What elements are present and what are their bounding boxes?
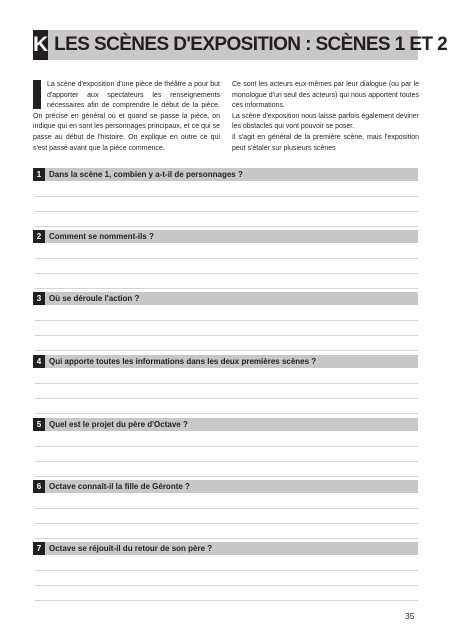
intro-right-paragraph-2: La scène d'exposition nous laisse parfois également deviner les obstacles qui vont pouvoir se poser. (232, 112, 419, 131)
question-number: 1 (33, 168, 45, 181)
answer-line[interactable] (35, 523, 418, 524)
question-bar (33, 292, 418, 305)
section-letter: K (33, 30, 48, 60)
answer-line[interactable] (35, 226, 418, 227)
question-block (33, 480, 418, 539)
answer-line[interactable] (35, 538, 418, 539)
question-text: Octave connaît-il la fille de Géronte ? (49, 482, 190, 491)
answer-line[interactable] (35, 258, 418, 259)
question-text: Qui apporte toutes les informations dans les deux premières scènes ? (49, 357, 317, 366)
question-text: Quel est le projet du père d'Octave ? (49, 420, 188, 429)
answer-line[interactable] (35, 461, 418, 462)
answer-line[interactable] (35, 398, 418, 399)
question-bar (33, 230, 418, 243)
question-block (33, 292, 418, 351)
section-title: LES SCÈNES D'EXPOSITION : SCÈNES 1 ET 2 (54, 34, 448, 55)
intro-right-paragraph-1: Ce sont les acteurs eux-mêmes par leur dialogue (ou par le monologue d'un seul des acteurs) qui nous apportent toutes ces informations. (232, 81, 419, 110)
question-bar (33, 542, 418, 555)
answer-line[interactable] (35, 273, 418, 274)
answer-line[interactable] (35, 585, 418, 586)
answer-line[interactable] (35, 320, 418, 321)
answer-line[interactable] (35, 350, 418, 351)
question-number: 5 (33, 418, 45, 431)
question-bar (33, 168, 418, 181)
answer-line[interactable] (35, 383, 418, 384)
page-number: 35 (405, 611, 415, 621)
answer-line[interactable] (35, 335, 418, 336)
question-number: 6 (33, 480, 45, 493)
question-number: 2 (33, 230, 45, 243)
intro-left-paragraph: La scène d'exposition d'une pièce de théâtre a pour but d'apporter aux spectateurs les renseignements nécessaires afin de comprendre le début de la pièce. On précise en général où et quand se passe la pièce, on indique qui en sont les personnages principaux, et ce qui se passe au début de l'histoire. On explique en outre ce qui s'est passé avant que la pièce commence. (33, 81, 220, 152)
question-text: Où se déroule l'action ? (49, 294, 140, 303)
question-block (33, 168, 418, 227)
question-number: 3 (33, 292, 45, 305)
answer-line[interactable] (35, 600, 418, 601)
question-block (33, 230, 418, 289)
section-header (33, 30, 448, 60)
question-number: 4 (33, 355, 45, 368)
question-block (33, 418, 418, 477)
question-bar (33, 355, 418, 368)
question-bar (33, 418, 418, 431)
answer-line[interactable] (35, 508, 418, 509)
question-block (33, 542, 418, 601)
intro-right-column (232, 80, 419, 154)
answer-line[interactable] (35, 288, 418, 289)
question-bar (33, 480, 418, 493)
answer-line[interactable] (35, 413, 418, 414)
dropcap-bar (33, 80, 41, 109)
answer-line[interactable] (35, 196, 418, 197)
intro-right-paragraph-3: Il s'agit en général de la première scène, mais l'exposition peut s'étaler sur plusieurs scènes (232, 133, 419, 152)
question-text: Comment se nomment-ils ? (49, 232, 154, 241)
answer-line[interactable] (35, 446, 418, 447)
question-block (33, 355, 418, 414)
answer-line[interactable] (35, 570, 418, 571)
question-text: Dans la scène 1, combien y a-t-il de personnages ? (49, 170, 243, 179)
answer-line[interactable] (35, 211, 418, 212)
intro-left-column (33, 80, 220, 154)
question-text: Octave se réjouit-il du retour de son père ? (49, 544, 213, 553)
answer-line[interactable] (35, 476, 418, 477)
question-number: 7 (33, 542, 45, 555)
